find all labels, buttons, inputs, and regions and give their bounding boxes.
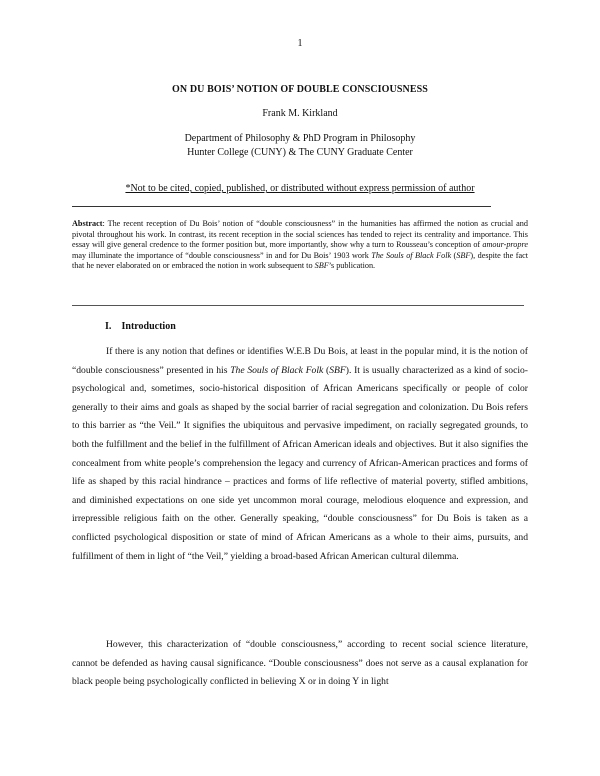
abstract-text: ), despite the fact that he never elaborated on or embraced the notion in work subsequent to <box>72 250 528 271</box>
abstract-text: ’s publication. <box>328 261 376 271</box>
citation-notice <box>0 183 600 194</box>
paragraph-text: However, this characterization of “double consciousness,” according to recent social science literature, cannot be defended as having causal significance. “Double consciousness” does not serve as a causal explanation for black people being psychologically conflicted in believing X or in doing Y in light <box>72 639 528 688</box>
abstract-italic-abbrev: SBF <box>314 261 329 271</box>
affiliation-line-1: Department of Philosophy & PhD Program in Philosophy <box>184 133 416 144</box>
divider-bottom <box>72 305 524 306</box>
abstract <box>72 219 528 272</box>
paragraph-text: ( <box>323 364 330 376</box>
page-number: 1 <box>297 38 303 49</box>
paragraph-text: If there is any notion that defines or identifies W.E.B Du Bois, at least in the popular mind, it is the notion of “double consciousness” presented in his <box>72 346 528 376</box>
divider-top <box>72 206 491 207</box>
abstract-label: Abstract <box>72 219 103 228</box>
abstract-text: : The recent reception of Du Bois’ notion of “double consciousness” in the humanities has affirmed the notion as crucial and pivotal throughout his work. In contrast, its recent reception in the social sciences has tended to reject its centrality and importance. This essay will give general credence to the former position but, more importantly, show why a turn to Rousseau’s conception of <box>72 219 528 250</box>
abstract-italic-abbrev: SBF <box>456 250 471 260</box>
author-name: Frank M. Kirkland <box>262 108 338 119</box>
abstract-text: may illuminate the importance of “double consciousness” in and for Du Bois’ 1903 work <box>72 250 372 260</box>
paragraph-italic-title: The Souls of Black Folk <box>230 364 324 376</box>
citation-notice-text: *Not to be cited, copied, published, or distributed without express permission of author <box>125 183 475 194</box>
section-number: I. <box>105 321 112 332</box>
body-paragraph-1 <box>72 343 528 566</box>
abstract-text: ( <box>451 250 457 260</box>
section-title: Introduction <box>121 321 176 332</box>
body-paragraph-2 <box>72 636 528 692</box>
abstract-italic-title: The Souls of Black Folk <box>371 250 452 260</box>
paragraph-italic-abbrev: SBF <box>329 364 346 376</box>
abstract-italic-term: amour-propre <box>482 240 528 250</box>
affiliation-line-2: Hunter College (CUNY) & The CUNY Graduate Center <box>187 147 413 158</box>
paragraph-text: ). It is usually characterized as a kind of socio-psychological and, sometimes, socio-historical disposition of African Americans specifically or people of color generally to their aims and goals as shaped by the social barrier of racial segregation and colonization. Du Bois refers to this barrier as “the Veil.” It signifies the ubiquitous and pervasive impediment, on racially segregated grounds, to both the fulfillment and the belief in the fulfillment of African American ideals and objectives. But it also signifies the concealment from white people’s comprehension the legacy and currency of African-American practices and forms of life as shaped by this racial hindrance – practices and forms of life reflective of material poverty, stifled ambitions, and diminished expectations on one side yet uncommon moral courage, melodious eloquence and expression, and irrepressible religious faith on the other. Generally speaking, “double consciousness” for Du Bois is taken as a conflicted psychological disposition or state of mind of African Americans as a whole to their aims, pursuits, and fulfillment of them in light of “the Veil,” yielding a broad-based African American cultural dilemma. <box>72 364 528 562</box>
section-heading <box>105 321 176 332</box>
paper-title: ON DU BOIS’ NOTION OF DOUBLE CONSCIOUSNESS <box>172 84 428 95</box>
